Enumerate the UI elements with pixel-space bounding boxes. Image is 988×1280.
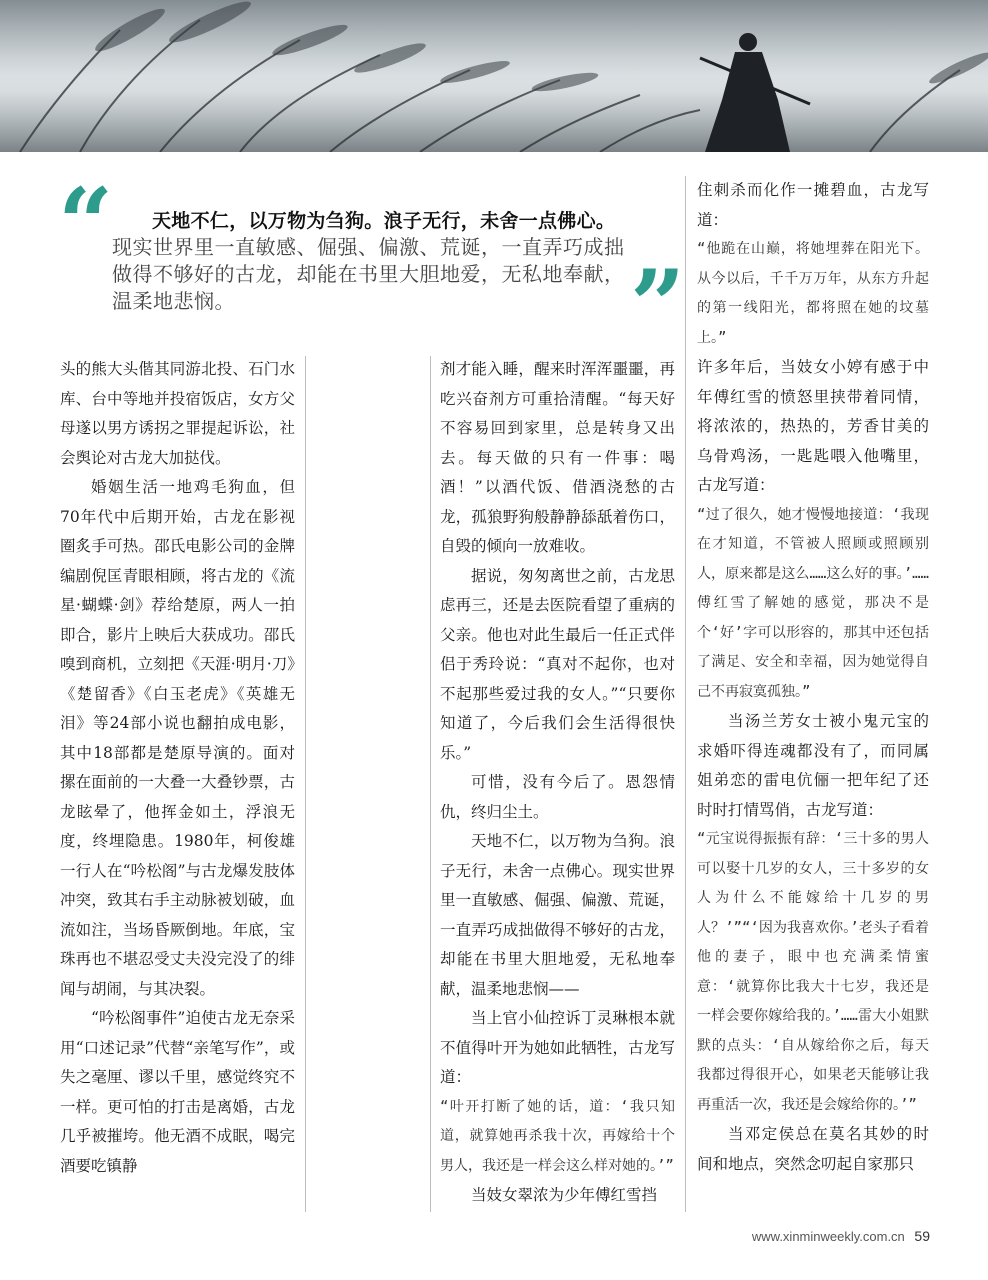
pull-quote-text: 现实世界里一直敏感、倔强、偏激、荒诞，一直弄巧成拙做得不够好的古龙，却能在书里大胆地爱，无私地奉献，温柔地悲悯。 <box>112 235 625 313</box>
column-divider <box>305 356 306 1212</box>
close-quote-mark: ” <box>630 249 686 362</box>
quoted-passage: “元宝说得振振有辞：‘三十多的男人可以娶十几岁的女人，三十多岁的女人为什么不能嫁给十几岁的男人？’”“‘因为我喜欢你。’老头子看着他的妻子，眼中也充满柔情蜜意：‘就算你比我大十七岁，我还是一样会要你嫁给我的。’……雷大小姐默默的点头：‘自从嫁给你之后，每天我都过得很开心，如果老天能够让我再重活一次，我还是会嫁给你的。’” <box>697 831 929 1113</box>
body-column-2 <box>440 355 675 1211</box>
body-column-3 <box>697 176 929 1179</box>
column-divider <box>430 356 431 1212</box>
paragraph: 可惜，没有今后了。恩怨情仇，终归尘土。 <box>440 773 675 821</box>
quoted-passage: “叶开打断了她的话，道：‘我只知道，就算她再杀我十次，再嫁给十个男人，我还是一样会这么样对她的。’” <box>440 1098 675 1174</box>
paragraph: 据说，匆匆离世之前，古龙思虑再三，还是去医院看望了重病的父亲。他也对此生最后一任正式伴侣于秀玲说：“真对不起你，也对不起那些爱过我的女人。”“只要你知道了，今后我们会生活得很快乐。” <box>440 566 675 762</box>
paragraph: 当汤兰芳女士被小鬼元宝的求婚吓得连魂都没有了，而同属姐弟恋的雷电伉俪一把年纪了还时时打情骂俏，古龙写道： <box>697 712 929 819</box>
footer-url: www.xinminweekly.com.cn <box>751 1229 905 1244</box>
page-number: 59 <box>914 1228 930 1244</box>
quoted-passage: “他跪在山巅，将她埋葬在阳光下。从今以后，千千万万年，从东方升起的第一线阳光，都将照在她的坟墓上。” <box>697 241 929 346</box>
reed-painting-icon <box>0 0 988 152</box>
paragraph: 剂才能入睡，醒来时浑浑噩噩，再吃兴奋剂方可重拾清醒。“每天好不容易回到家里，总是转身又出去。每天做的只有一件事：喝酒！”以酒代饭、借酒浇愁的古龙，孤狼野狗般静静舔舐着伤口，自毁的倾向一放难收。 <box>440 360 675 555</box>
open-quote-mark: “ <box>58 167 114 280</box>
paragraph: 许多年后，当妓女小婷有感于中年傅红雪的愤怒里挟带着同情，将浓浓的，热热的，芳香甘美的乌骨鸡汤，一匙匙喂入他嘴里，古龙写道： <box>697 358 929 494</box>
paragraph: 当妓女翠浓为少年傅红雪挡 <box>471 1186 658 1204</box>
quoted-passage: “过了很久，她才慢慢地接道：‘我现在才知道，不管被人照顾或照顾别人，原来都是这么……这么好的事。’……傅红雪了解她的感觉，那决不是个‘好’字可以形容的，那其中还包括了满足、安全和幸福，因为她觉得自己不再寂寞孤独。” <box>697 506 929 700</box>
paragraph: 头的熊大头偕其同游北投、石门水库、台中等地并投宿饭店，女方父母遂以男方诱拐之罪提起诉讼，社会舆论对古龙大加挞伐。 <box>60 360 295 467</box>
paragraph: “吟松阁事件”迫使古龙无奈采用“口述记录”代替“亲笔写作”，或失之毫厘、谬以千里，感觉终究不一样。更可怕的打击是离婚，古龙几乎被摧垮。他无酒不成眠，喝完酒要吃镇静 <box>60 1009 295 1175</box>
page-footer <box>752 1228 930 1244</box>
header-illustration <box>0 0 988 152</box>
paragraph: 住刺杀而化作一摊碧血，古龙写道： <box>697 181 929 229</box>
paragraph: 天地不仁，以万物为刍狗。浪子无行，未舍一点佛心。现实世界里一直敏感、倔强、偏激、荒诞，一直弄巧成拙做得不够好的古龙，却能在书里大胆地爱，无私地奉献，温柔地悲悯—— <box>440 832 675 998</box>
paragraph: 当邓定侯总在莫名其妙的时间和地点，突然念叨起自家那只 <box>697 1125 929 1173</box>
body-column-1 <box>60 355 295 1181</box>
paragraph: 婚姻生活一地鸡毛狗血，但70年代中后期开始，古龙在影视圈炙手可热。邵氏电影公司的金牌编剧倪匡青眼相顾，将古龙的《流星·蝴蝶·剑》荐给楚原，两人一拍即合，影片上映后大获成功。邵氏嗅到商机，立刻把《天涯·明月·刀》《楚留香》《白玉老虎》《英雄无泪》等24部小说也翻拍成电影，其中18部都是楚原导演的。面对摞在面前的一大叠一大叠钞票，古龙眩晕了，他挥金如土，浮浪无度，终埋隐患。1980年，柯俊雄一行人在“吟松阁”与古龙爆发肢体冲突，致其右手主动脉被划破，血流如注，当场昏厥倒地。年底，宝珠再也不堪忍受丈夫没完没了的绯闻与胡闹，与其决裂。 <box>60 478 295 998</box>
column-divider <box>685 176 686 1212</box>
pull-quote-headline: 天地不仁，以万物为刍狗。浪子无行，未舍一点佛心。 <box>152 210 616 232</box>
paragraph: 当上官小仙控诉丁灵琳根本就不值得叶开为她如此牺牲，古龙写道： <box>440 1009 675 1086</box>
